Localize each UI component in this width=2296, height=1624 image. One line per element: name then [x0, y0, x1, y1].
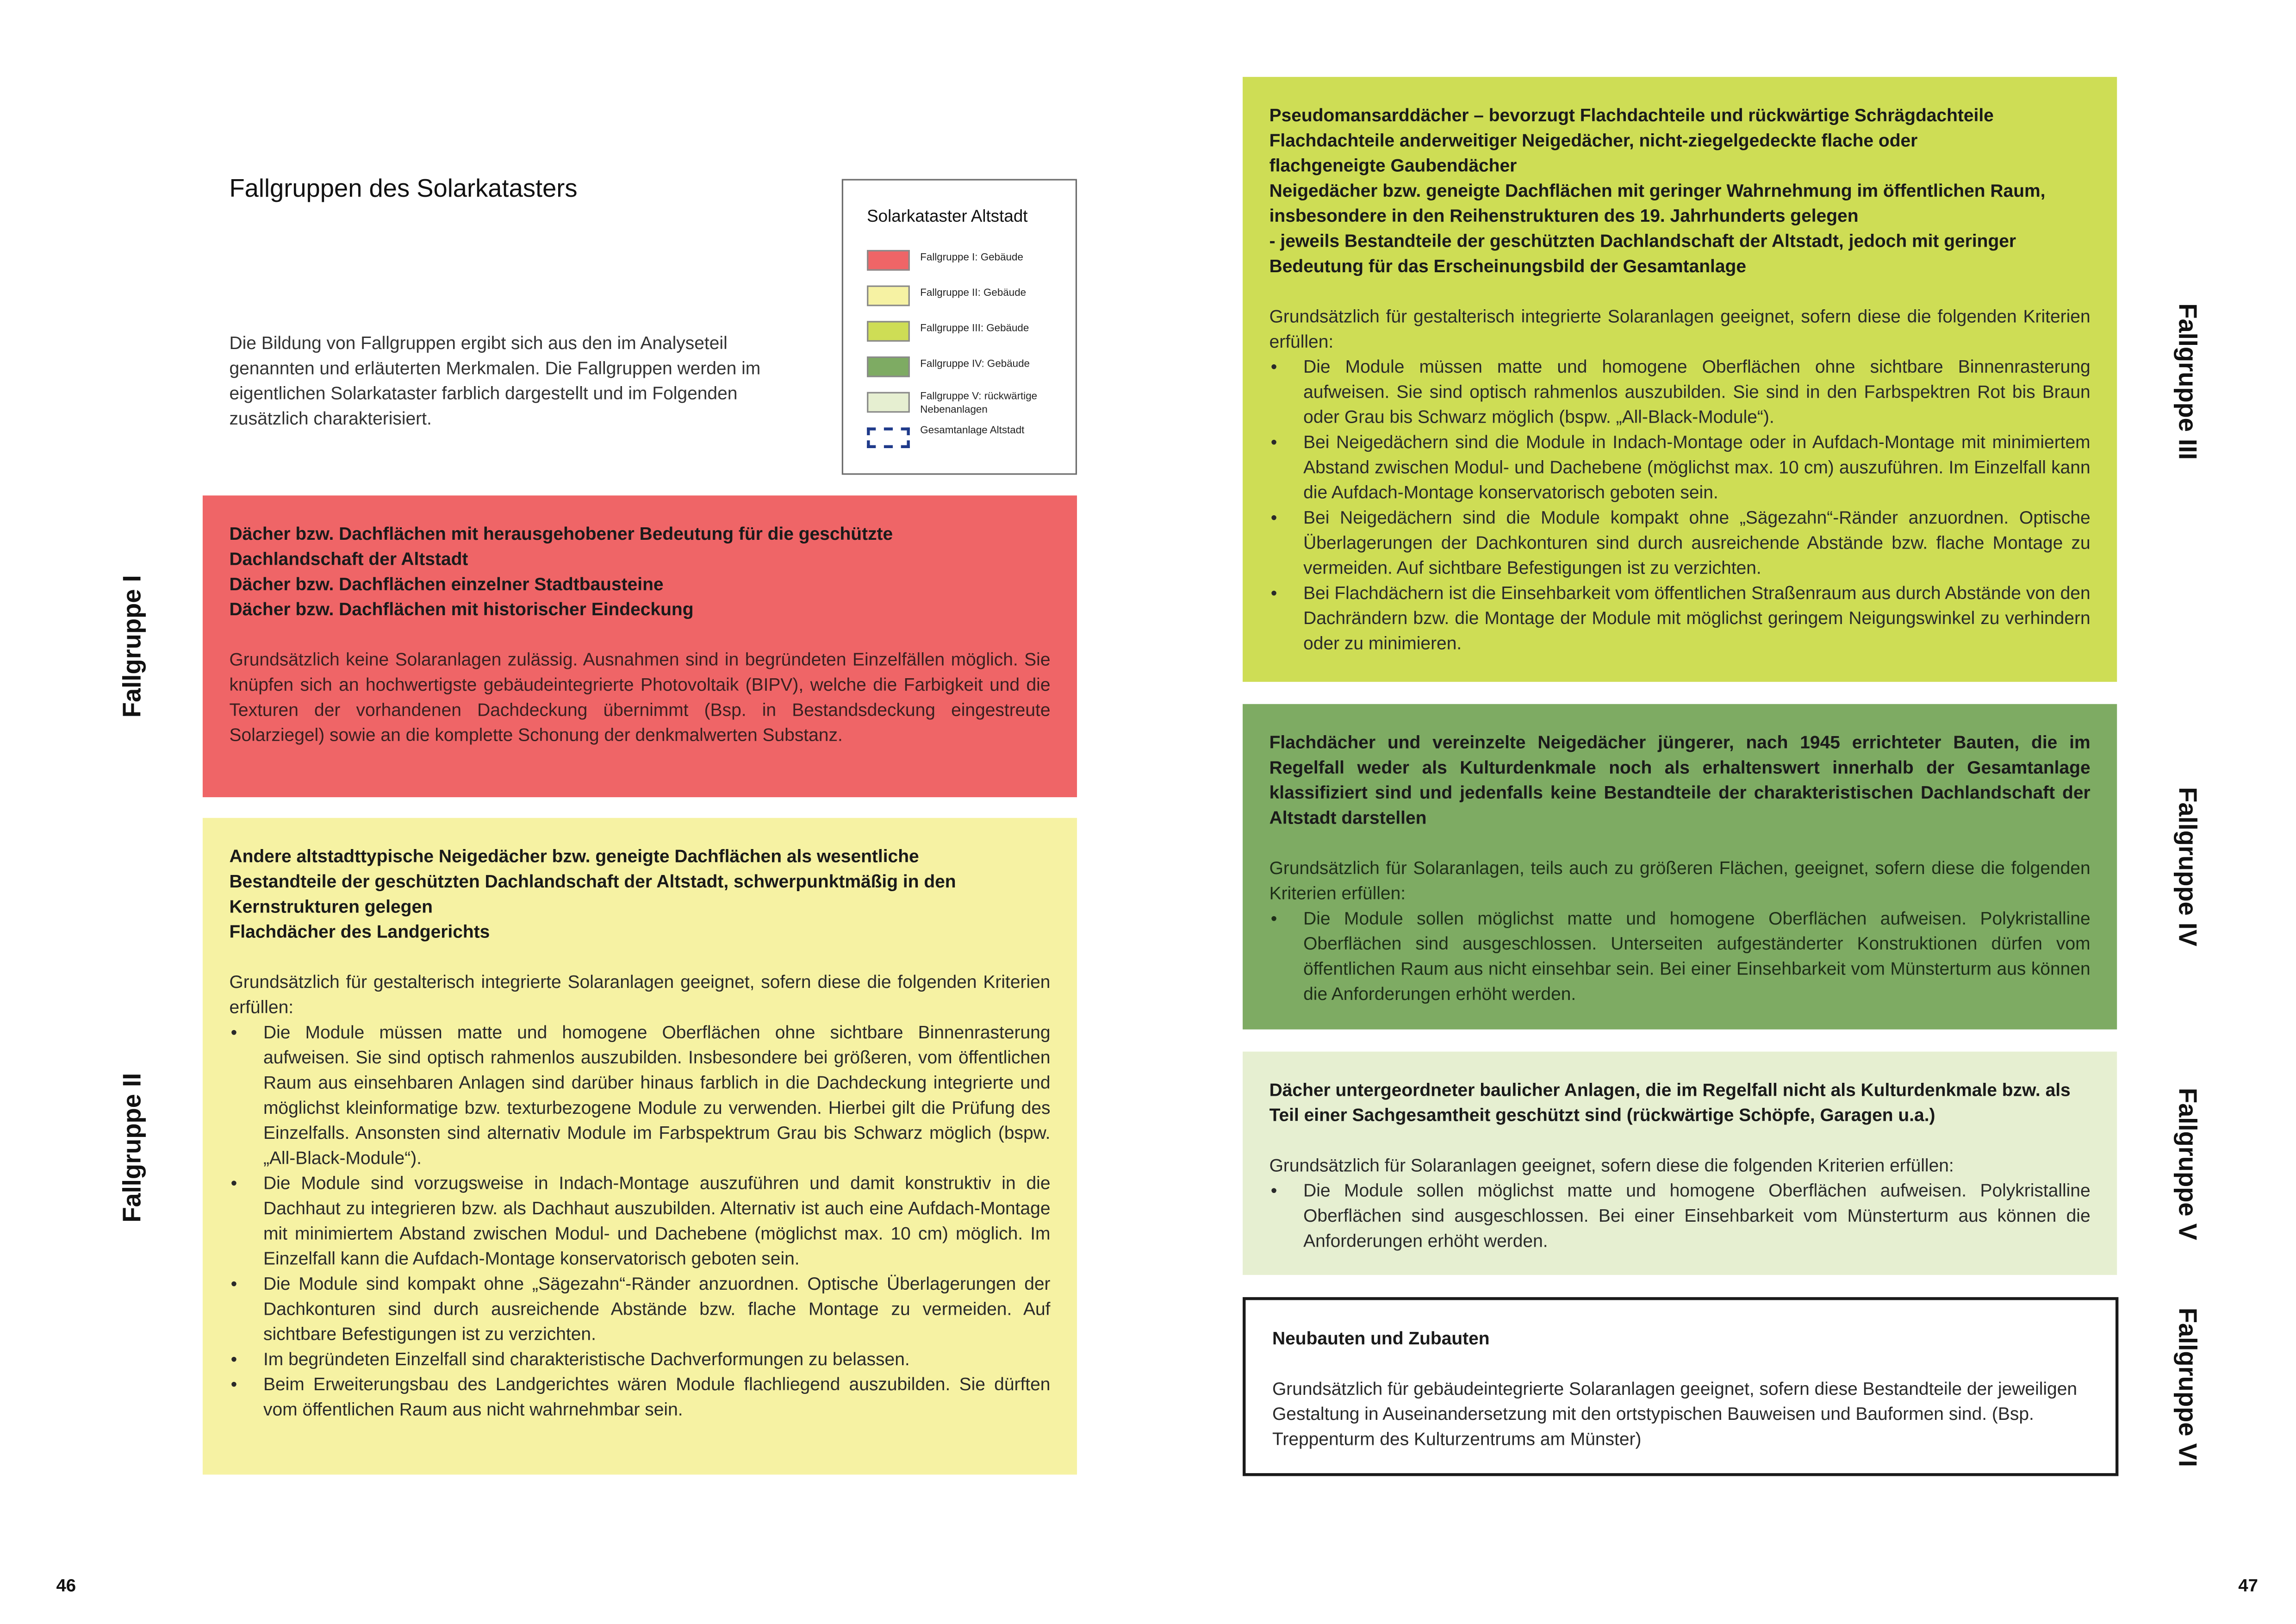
fallgruppe-5-box: [1243, 1052, 2117, 1275]
intro-text: Die Bildung von Fallgruppen ergibt sich aus den im Analyseteil genannten und erläuterten Merkmalen. Die Fallgruppen werden im eigentlichen Solarkataster farblich dargestellt und im Folgenden zusätzlich charakterisiert.: [229, 332, 761, 429]
fallgruppe-2-heading: [229, 844, 1050, 945]
fallgruppe-6-heading: [1272, 1327, 2089, 1352]
legend-swatch: [867, 286, 910, 306]
page-title: Fallgruppen des Solarkatasters: [229, 174, 578, 203]
legend-label: Fallgruppe V: rückwärtige Nebenanlagen: [920, 392, 1038, 416]
fallgruppe-6-text: Grundsätzlich für gebäudeintegrierte Solaranlagen geeignet, sofern diese Bestandteile der jeweiligen Gestaltung in Auseinandersetzung mit den ortstypischen Bauweisen und Bauformen sind. (Bsp. Treppenturm des Kulturzentrums am Münster): [1272, 1378, 2078, 1450]
criteria-item: • Bei Neigedächern sind die Module in Indach-Montage oder in Aufdach-Montage mit minimiertem Abstand zwischen Modul- und Dachebene (möglichst max. 10 cm) auszuführen. Im Einzelfall kann die Aufdach-Montage konservatorisch geboten sein.: [1303, 431, 2091, 506]
criteria-item: • Im begründeten Einzelfall sind charakteristische Dachverformungen zu belassen.: [263, 1348, 1051, 1373]
heading-line: Dächer bzw. Dachflächen mit historischer Eindeckung: [229, 599, 694, 620]
legend-swatch: [867, 392, 910, 413]
heading-line: Dächer bzw. Dachflächen mit herausgehobener Bedeutung für die geschützte Dachlandschaft der Altstadt: [229, 523, 893, 570]
fallgruppe-4-box: [1243, 704, 2117, 1030]
fallgruppe-3-body: [1269, 305, 2091, 656]
heading-line: Flachdächer und vereinzelte Neigedächer jüngerer, nach 1945 errichteter Bauten, die im Regelfall weder als Kulturdenkmale noch als erhaltenswert innerhalb der Gesamtanlage klassifiziert sind und jedenfalls keine Bestandteile der charakteristischen Dachlandschaft der Altstadt darstellen: [1269, 732, 2091, 829]
fallgruppe-2-label: Fallgruppe II: [118, 1073, 147, 1223]
criteria-item: • Die Module müssen matte und homogene Oberflächen ohne sichtbare Binnenrasterung aufweisen. Sie sind optisch rahmenlos auszubilden. Sie sind in den Farbspektren Rot bis Braun oder Grau bis Schwarz möglich (bspw. „All-Black-Module“).: [1303, 355, 2091, 431]
criteria-item: • Die Module sind vorzugsweise in Indach-Montage auszuführen und damit konstruktiv in die Dachhaut zu integrieren bzw. als Dachhaut auszubilden. Alternativ ist auch eine Aufdach-Montage mit minimiertem Abstand zwischen Modul- und Dachebene (möglichst max. 10 cm) möglich. Im Einzelfall kann die Aufdach-Montage konservatorisch geboten sein.: [263, 1171, 1051, 1272]
heading-line: Neigedächer bzw. geneigte Dachflächen mit geringer Wahrnehmung im öffentlichen Raum, insbesondere in den Reihenstrukturen des 19. Jahrhunderts gelegen: [1269, 180, 2046, 226]
fallgruppe-1-box: [203, 495, 1077, 797]
legend-swatch: [867, 356, 910, 377]
criteria-item: • Die Module sollen möglichst matte und homogene Oberflächen aufweisen. Polykristalline Oberflächen sind ausgeschlossen. Unterseiten aufgeständerter Konstruktionen dürfen vom öffentlichen Raum aus nicht einsehbar sein. Bei einer Einsehbarkeit vom Münsterturm aus können die Anforderungen erhöht werden.: [1303, 906, 2091, 1007]
fallgruppe-3-label: Fallgruppe III: [2173, 303, 2202, 460]
fallgruppe-3-box: [1243, 77, 2117, 682]
criteria-item: • Die Module müssen matte und homogene Oberflächen ohne sichtbare Binnenrasterung aufweisen. Sie sind optisch rahmenlos auszubilden. Insbesondere bei größeren, vom öffentlichen Raum aus einsehbaren Anlagen sind darüber hinaus farblich in die Dachdeckung integrierte und möglichst kleinformatige bzw. texturbezogene Module zu verwenden. Hierbei gilt die Prüfung des Einzelfalls. Ansonsten sind alternativ Module im Farbspektrum Grau bis Schwarz möglich (bspw. „All-Black-Module“).: [263, 1020, 1051, 1171]
fallgruppe-1-text: Grundsätzlich keine Solaranlagen zulässig. Ausnahmen sind in begründeten Einzelfällen möglich. Sie knüpfen sich an hochwertigste gebäudeintegrierte Photovoltaik (BIPV), welche die Farbigkeit und die Texturen der vorhandenen Dachdeckung übernimmt (Bsp. in Bestandsdeckung eingestreute Solarziegel) sowie an die komplette Schonung der denkmalwerten Substanz.: [229, 649, 1051, 746]
fallgruppe-6-label: Fallgruppe VI: [2173, 1307, 2202, 1467]
legend-label: Fallgruppe IV: Gebäude: [920, 359, 1030, 370]
fallgruppe-3-text: Grundsätzlich für gestalterisch integrierte Solaranlagen geeignet, sofern diese die folgenden Kriterien erfüllen:: [1269, 306, 2091, 352]
heading-line: - jeweils Bestandteile der geschützten Dachlandschaft der Altstadt, jedoch mit geringer Bedeutung für das Erscheinungsbild der Gesamtanlage: [1269, 231, 2016, 277]
legend-label: Fallgruppe I: Gebäude: [920, 253, 1023, 263]
fallgruppe-5-text: Grundsätzlich für Solaranlagen geeignet, sofern diese die folgenden Kriterien erfüllen:: [1269, 1155, 1954, 1176]
heading-line: Flachdächer des Landgerichts: [229, 921, 490, 943]
fallgruppe-6-box: [1243, 1297, 2118, 1476]
fallgruppe-5-label: Fallgruppe V: [2173, 1087, 2202, 1240]
fallgruppe-3-criteria-list: [1269, 355, 2091, 657]
criteria-item: • Die Module sollen möglichst matte und homogene Oberflächen aufweisen. Polykristalline Oberflächen sind ausgeschlossen. Bei einer Einsehbarkeit vom Münsterturm aus können die Anforderungen erhöht werden.: [1303, 1179, 2091, 1254]
fallgruppe-4-body: [1269, 856, 2091, 1007]
fallgruppe-3-heading: [1269, 104, 2091, 280]
criteria-item: • Die Module sind kompakt ohne „Sägezahn“-Ränder anzuordnen. Optische Überlagerungen der Dachkonturen sind durch ausreichende Abstände bzw. flache Montage zu vermeiden. Auf sichtbare Befestigungen ist zu verzichten.: [263, 1272, 1051, 1348]
legend-label: Gesamtanlage Altstadt: [920, 426, 1025, 437]
page-number-left: 46: [56, 1575, 76, 1596]
criteria-item: • Bei Flachdächern ist die Einsehbarkeit vom öffentlichen Straßenraum aus durch Abstände von den Dachrändern bzw. die Montage der Module mit möglichst geringem Neigungswinkel zu verhindern oder zu minimieren.: [1303, 581, 2091, 657]
fallgruppe-5-criteria-list: [1269, 1179, 2091, 1254]
fallgruppe-4-heading: [1269, 731, 2091, 831]
page-number-right: 47: [2238, 1575, 2259, 1596]
criteria-item: • Bei Neigedächern sind die Module kompakt ohne „Sägezahn“-Ränder anzuordnen. Optische Überlagerungen der Dachkonturen sind durch ausreichende Abstände bzw. flache Montage zu vermeiden. Auf sichtbare Befestigungen ist zu verzichten.: [1303, 506, 2091, 581]
fallgruppe-2-text: Grundsätzlich für gestalterisch integrierte Solaranlagen geeignet, sofern diese die folgenden Kriterien erfüllen:: [229, 972, 1051, 1018]
legend-swatch: [867, 321, 910, 342]
legend-label: Fallgruppe III: Gebäude: [920, 324, 1029, 335]
heading-line: Dächer bzw. Dachflächen einzelner Stadtbausteine: [229, 574, 664, 595]
fallgruppe-4-criteria-list: [1269, 906, 2091, 1007]
fallgruppe-1-label: Fallgruppe I: [118, 575, 147, 718]
fallgruppe-2-criteria-list: [229, 1020, 1050, 1423]
legend-title: Solarkataster Altstadt: [867, 208, 1028, 226]
heading-line: Andere altstadttypische Neigedächer bzw. geneigte Dachflächen als wesentliche Bestandteile der geschützten Dachlandschaft der Altstadt, schwerpunktmäßig in den Kernstrukturen gelegen: [229, 846, 956, 917]
fallgruppe-1-heading: [229, 522, 1050, 623]
fallgruppe-5-body: [1269, 1154, 2091, 1254]
legend-label: Fallgruppe II: Gebäude: [920, 288, 1027, 299]
fallgruppe-4-label: Fallgruppe IV: [2173, 787, 2202, 947]
heading-line: Neubauten und Zubauten: [1272, 1328, 1490, 1349]
criteria-item: • Beim Erweiterungsbau des Landgerichtes wären Module flachliegend auszubilden. Sie dürften vom öffentlichen Raum aus nicht wahrnehmbar sein.: [263, 1373, 1051, 1423]
legend: [842, 179, 1077, 475]
fallgruppe-2-body: [229, 970, 1050, 1423]
heading-line: Pseudomansarddächer – bevorzugt Flachdachteile und rückwärtige Schrägdachteile: [1269, 105, 1994, 126]
fallgruppe-4-text: Grundsätzlich für Solaranlagen, teils auch zu größeren Flächen, geeignet, sofern diese die folgenden Kriterien erfüllen:: [1269, 858, 2091, 904]
heading-line: Dächer untergeordneter baulicher Anlagen, die im Regelfall nicht als Kulturdenkmale bzw. als Teil einer Sachgesamtheit geschützt sind (rückwärtige Schöpfe, Garagen u.a.): [1269, 1080, 2071, 1126]
heading-line: Flachdachteile anderweitiger Neigedächer, nicht-ziegelgedeckte flache oder flachgeneigte Gaubendächer: [1269, 130, 1918, 176]
fallgruppe-2-box: [203, 818, 1077, 1475]
fallgruppe-5-heading: [1269, 1078, 2091, 1129]
legend-swatch-dashed: [867, 427, 910, 448]
legend-swatch: [867, 250, 910, 271]
